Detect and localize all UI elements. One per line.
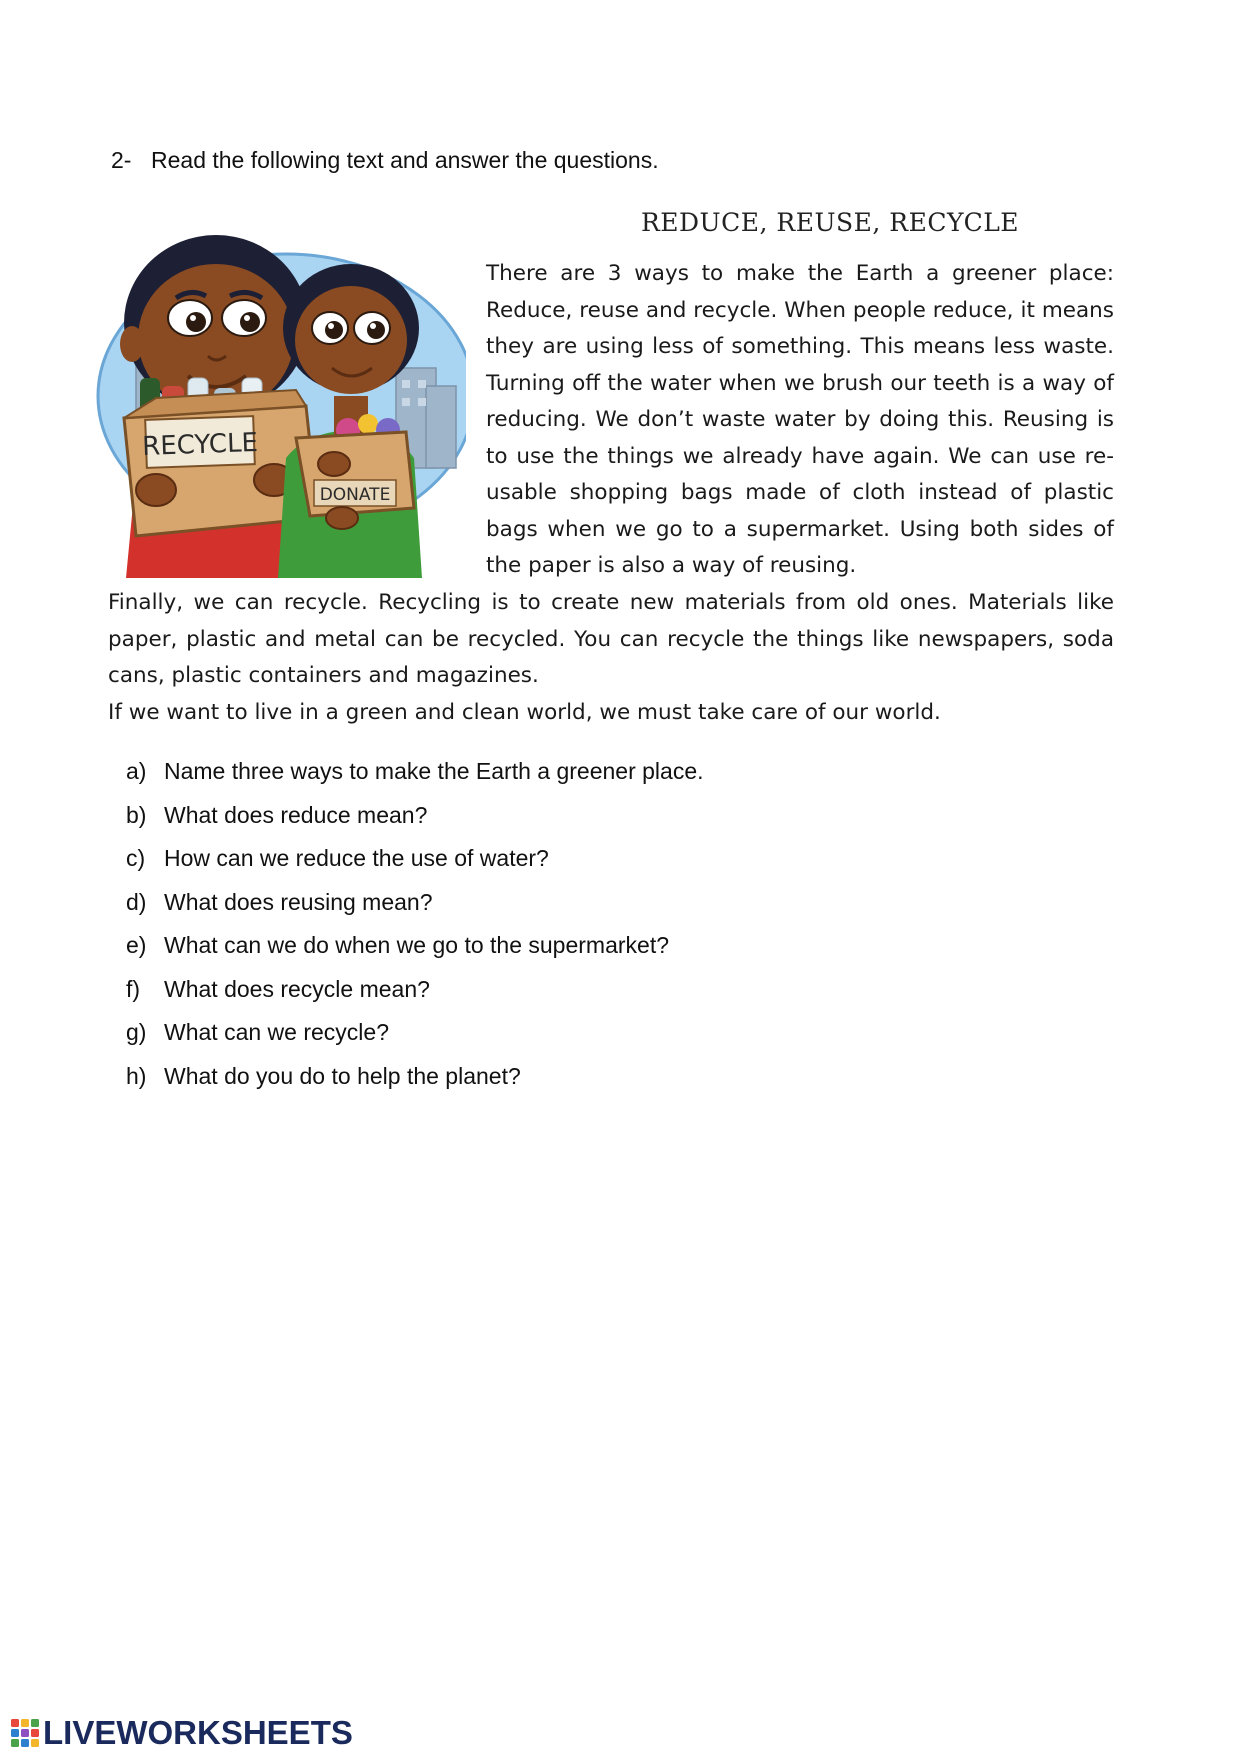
instruction-text: Read the following text and answer the questions. (151, 147, 659, 173)
question-label: b) (126, 801, 147, 828)
question-text: What does reusing mean? (164, 888, 433, 915)
recycle-box-label: RECYCLE (141, 427, 259, 463)
reading-paragraph: There are 3 ways to make the Earth a greener place: Reduce, reuse and recycle. When people reduce, it means they are using less of something. This means less waste. Turning off the water when we brush our teeth is a way of reducing. We don’t waste water by doing this. Reusing is to use the things we already have again. We can use re-usable shopping bags made of cloth instead of plastic bags when we go to a supermarket. Using both sides of the paper is also a way of reusing. (486, 261, 1114, 578)
donate-bag-label: DONATE (319, 485, 391, 505)
question-item (126, 931, 704, 975)
question-item (126, 757, 704, 801)
exercise-instruction (111, 147, 659, 174)
question-text: What does reduce mean? (164, 801, 428, 828)
question-item (126, 1062, 704, 1106)
question-item (126, 888, 704, 932)
question-label: c) (126, 845, 146, 871)
brand-name: LIVEWORKSHEETS (43, 1714, 353, 1751)
question-list (126, 757, 704, 1105)
question-label: g) (126, 1019, 147, 1045)
liveworksheets-logo (10, 1716, 353, 1750)
question-label: e) (126, 932, 147, 958)
reading-paragraph: If we want to live in a green and clean world, we must take care of our world. (108, 699, 941, 725)
question-item (126, 1018, 704, 1062)
question-item (126, 975, 704, 1019)
question-text: What can we do when we go to the supermarket? (164, 932, 670, 958)
exercise-number: 2- (111, 147, 132, 173)
recycling-kids-illustration (96, 218, 466, 578)
question-text: What do you do to help the planet? (164, 1062, 521, 1089)
question-label: f) (126, 975, 141, 1002)
question-item (126, 801, 704, 845)
question-label: h) (126, 1062, 147, 1089)
question-label: d) (126, 888, 147, 915)
reading-paragraph: Finally, we can recycle. Recycling is to create new materials from old ones. Materials like paper, plastic and metal can be recycled. You can recycle the things like newspapers, soda cans, plastic containers and magazines. (108, 590, 1114, 688)
question-label: a) (126, 758, 147, 784)
liveworksheets-logo-icon (10, 1718, 40, 1748)
question-text: How can we reduce the use of water? (164, 845, 549, 871)
reading-passage-right (486, 256, 1114, 585)
question-item (126, 844, 704, 888)
reading-title: REDUCE, REUSE, RECYCLE (640, 208, 1020, 237)
question-text: What does recycle mean? (164, 975, 430, 1002)
reading-passage-full (108, 585, 1114, 731)
question-text: Name three ways to make the Earth a greener place. (164, 758, 704, 784)
question-text: What can we recycle? (164, 1019, 389, 1045)
